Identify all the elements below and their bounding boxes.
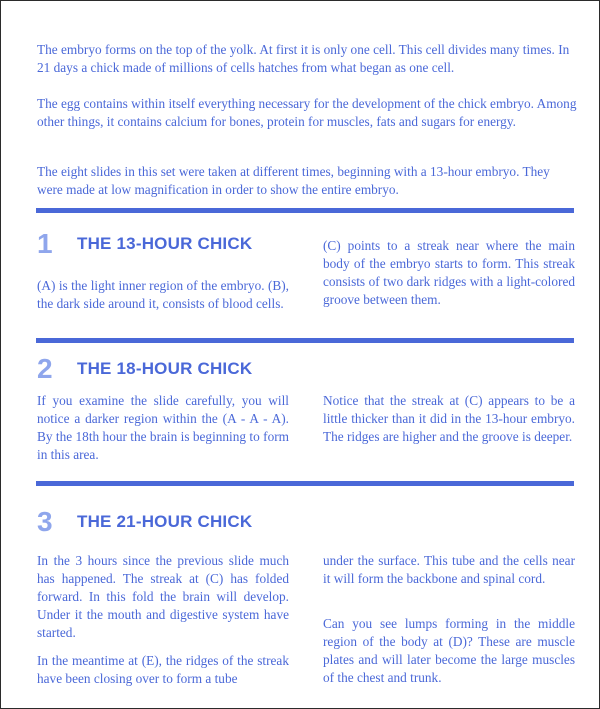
section-divider-3	[36, 481, 574, 486]
section-1-number: 1	[37, 228, 53, 259]
section-divider-2	[36, 338, 574, 343]
section-divider-1	[36, 208, 574, 213]
section-3-left-text-2: In the meantime at (E), the ridges of the streak have been closing over to form a tube	[37, 653, 289, 686]
section-2-title: THE 18-HOUR CHICK	[77, 359, 253, 378]
intro-paragraph-2: The egg contains within itself everything necessary for the development of the chick embryo. Among other things, it contains calcium for bones, protein for muscles, fats and sugars for energy.	[37, 96, 577, 129]
intro-paragraph-3: The eight slides in this set were taken at different times, beginning with a 13-hour embryo. They were made at low magnification in order to show the entire embryo.	[37, 164, 550, 197]
section-3-number: 3	[37, 506, 53, 537]
section-3-right-text-2: Can you see lumps forming in the middle region of the body at (D)? These are muscle plates and will later become the large muscles of the chest and trunk.	[323, 616, 575, 685]
section-2-left-text: If you examine the slide carefully, you will notice a darker region within the (A - A - A). By the 18th hour the brain is beginning to form in this area.	[37, 393, 289, 462]
section-1-title: THE 13-HOUR CHICK	[77, 234, 253, 253]
section-2-right-text: Notice that the streak at (C) appears to be a little thicker than it did in the 13-hour embryo. The ridges are higher and the groove is deeper.	[323, 393, 575, 444]
section-3-right-text-1: under the surface. This tube and the cells near it will form the backbone and spinal cord.	[323, 553, 575, 586]
section-3-left-text-1: In the 3 hours since the previous slide much has happened. The streak at (C) has folded forward. In this fold the brain will develop. Under it the mouth and digestive system have started.	[37, 553, 289, 640]
intro-paragraph-1: The embryo forms on the top of the yolk. At first it is only one cell. This cell divides many times. In 21 days a chick made of millions of cells hatches from what began as one cell.	[37, 42, 570, 75]
section-3-title: THE 21-HOUR CHICK	[77, 512, 253, 531]
section-2-number: 2	[37, 353, 53, 384]
section-1-left-text: (A) is the light inner region of the embryo. (B), the dark side around it, consists of blood cells.	[37, 278, 289, 311]
section-1-right-text: (C) points to a streak near where the main body of the embryo starts to form. This streak consists of two dark ridges with a light-colored groove between them.	[323, 238, 575, 307]
